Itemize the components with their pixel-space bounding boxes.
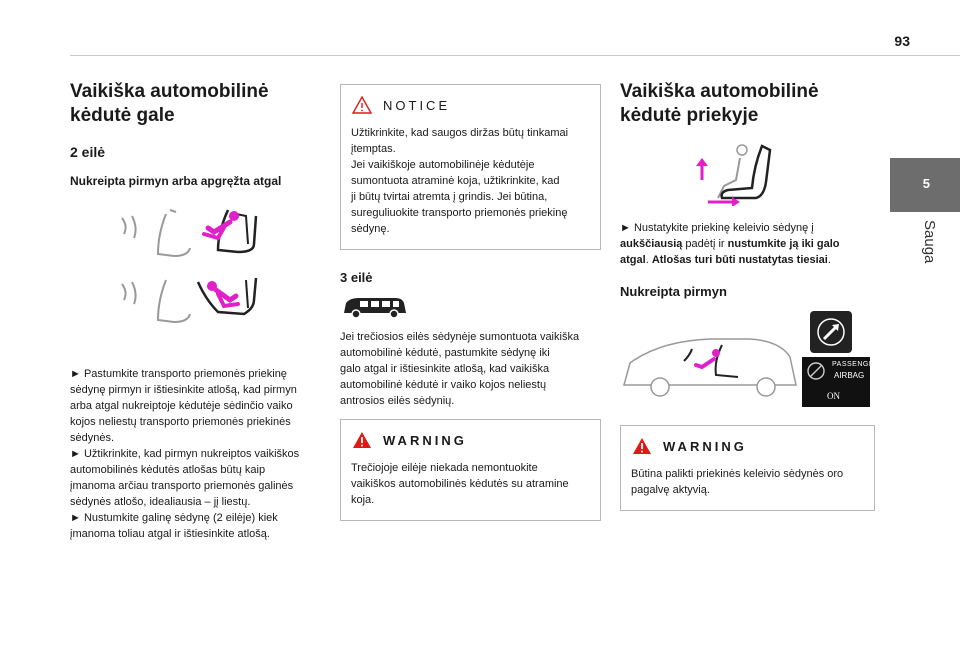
- text: .: [827, 254, 831, 266]
- emphasis: atgal: [620, 254, 646, 266]
- warning-triangle-icon: [631, 436, 653, 456]
- notice-line: įtemptas.: [351, 143, 396, 155]
- column-front-seat: [620, 80, 880, 511]
- front-warning-title: WARNING: [663, 438, 747, 454]
- instruction-line: [620, 252, 875, 268]
- orientation-heading: Nukreipta pirmyn arba apgręžta atgal: [70, 174, 282, 188]
- body-line: sėdynės atlošo, idealiausia – jį liestų.: [70, 496, 251, 508]
- body-line: kojos neliestų transporto priemonės priekinės: [70, 416, 291, 428]
- body-line: automobilinės kėdutės atlošas būtų kaip: [70, 464, 266, 476]
- warning-triangle-icon: [351, 430, 373, 450]
- notice-triangle-icon: [351, 95, 373, 115]
- notice-line: sumontuota atraminė koja, užtikrinkite, kad: [351, 175, 560, 187]
- van-icon: [340, 295, 410, 321]
- forward-heading: Nukreipta pirmyn: [620, 284, 727, 299]
- notice-box: [340, 84, 601, 250]
- body-line: ► Nustumkite galinę sėdynę (2 eilėje) kiek: [70, 512, 278, 524]
- warning-box: [340, 419, 601, 521]
- notice-line: Jei vaikiškoje automobilinėje kėdutėje: [351, 159, 535, 171]
- instruction-line: [620, 236, 875, 252]
- airbag-label-passenger: PASSENGER: [832, 361, 880, 368]
- notice-line: ji būtų tvirtai atremta į grindis. Jei būtina,: [351, 191, 548, 203]
- front-warning-box: [620, 425, 875, 511]
- text: .: [645, 254, 652, 266]
- row3-line: automobilinė kėdutė ir vaiko kojos neliestų: [340, 379, 547, 391]
- section-title-rear: Vaikiška automobilinė kėdutė gale: [70, 81, 269, 126]
- front-warning-line: pagalvę aktyvią.: [631, 484, 710, 496]
- notice-line: Užtikrinkite, kad saugos diržas būtų tinkamai: [351, 127, 569, 139]
- instruction-line: ► Nustatykite priekinę keleivio sėdynę į: [620, 222, 814, 234]
- rear-seat-illustration: [118, 204, 268, 344]
- column-notices: [340, 84, 601, 521]
- header-rule: [70, 55, 960, 56]
- airbag-illustration: [620, 311, 880, 407]
- notice-title: NOTICE: [383, 97, 451, 113]
- notice-line: sėdynę.: [351, 223, 390, 235]
- row3-line: galo atgal ir ištiesinkite atlošą, kad vaikiška: [340, 363, 550, 375]
- section-title-front: Vaikiška automobilinė kėdutė priekyje: [620, 81, 819, 126]
- row3-line: antrosios eilės sėdynių.: [340, 395, 455, 407]
- body-line: ► Pastumkite transporto priemonės priekinę: [70, 368, 287, 380]
- airbag-state-on: ON: [827, 391, 840, 401]
- page-number: 93: [894, 33, 910, 49]
- warning-line: vaikiškos automobilinės kėdutės su atramine: [351, 478, 569, 490]
- front-warning-line: Būtina palikti priekinės keleivio sėdynės oro: [631, 468, 844, 480]
- warning-line: koja.: [351, 494, 375, 506]
- text: padėtį ir: [682, 238, 728, 250]
- body-line: įmanoma toliau atgal ir ištiesinkite atlošą.: [70, 528, 270, 540]
- row3-line: Jei trečiosios eilės sėdynėje sumontuota vaikiška: [340, 331, 580, 343]
- emphasis: aukščiausią: [620, 238, 683, 250]
- notice-line: sureguliuokite transporto priemonės priekinę: [351, 207, 568, 219]
- body-line: įmanoma arčiau transporto priemonės galinės: [70, 480, 294, 492]
- row3-line: automobilinė kėdutė, pastumkite sėdynę iki: [340, 347, 550, 359]
- airbag-label-airbag: AIRBAG: [834, 371, 865, 380]
- warning-title: WARNING: [383, 432, 467, 448]
- warning-line: Trečiojoje eilėje niekada nemontuokite: [351, 462, 538, 474]
- emphasis: nustumkite ją iki galo: [727, 238, 840, 250]
- body-line: sėdynę pirmyn ir ištiesinkite atlošą, kad pirmyn: [70, 384, 297, 396]
- body-line: arba atgal nukreiptoje kėdutėje sėdinčio vaiko: [70, 400, 293, 412]
- front-seat-adjust-illustration: [684, 142, 774, 206]
- column-rear-seat: [70, 80, 320, 542]
- body-line: ► Užtikrinkite, kad pirmyn nukreiptos vaikiškos: [70, 448, 300, 460]
- chapter-title: Sauga: [921, 220, 938, 264]
- row2-heading: 2 eilė: [70, 144, 106, 160]
- body-line: sėdynės.: [70, 432, 115, 444]
- emphasis: Atlošas turi būti nustatytas tiesiai: [651, 254, 828, 266]
- row3-heading: 3 eilė: [340, 270, 373, 285]
- chapter-number: 5: [922, 176, 930, 191]
